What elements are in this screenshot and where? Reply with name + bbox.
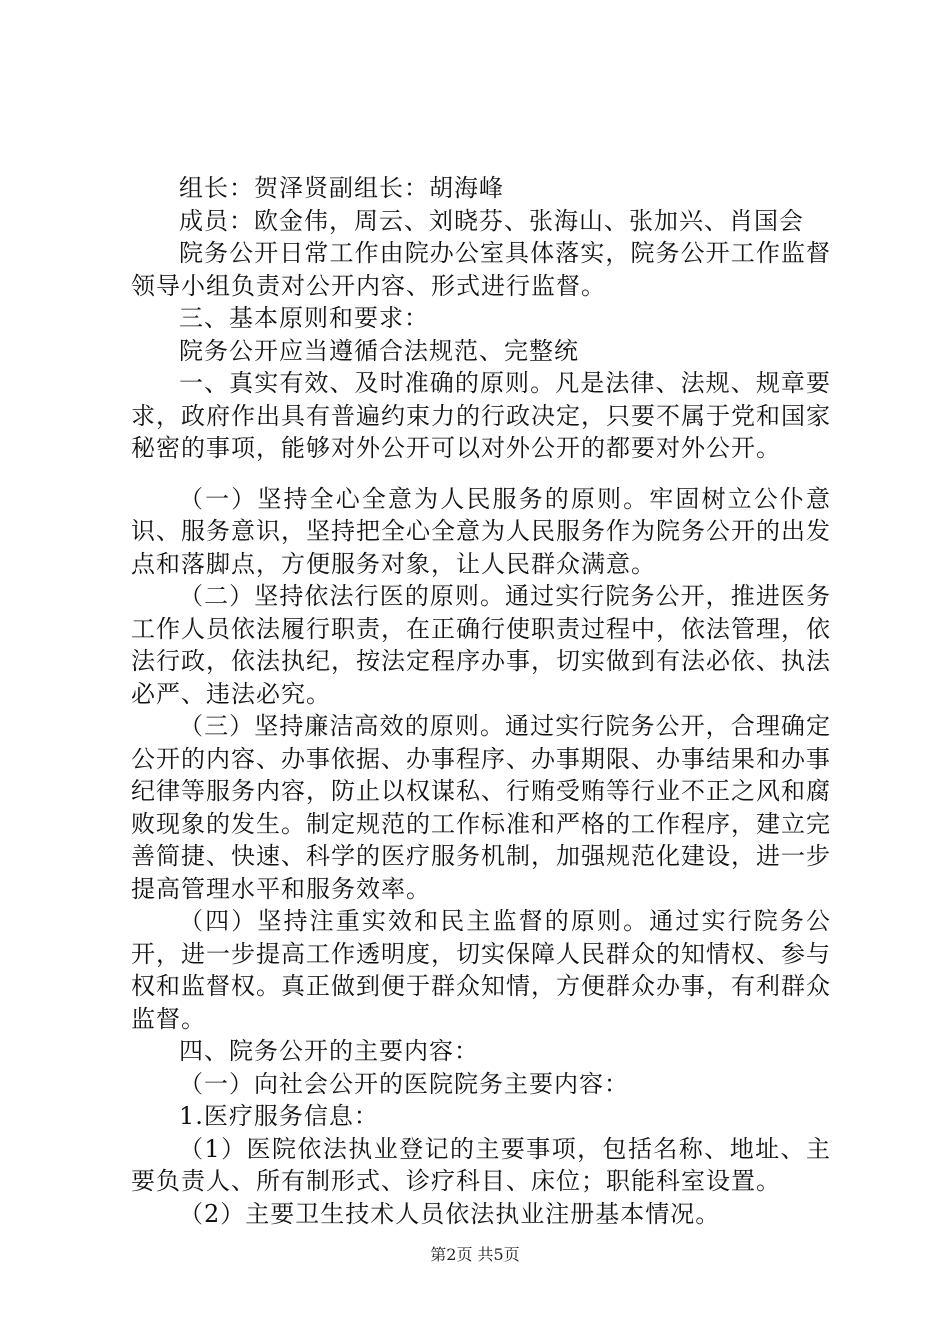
paragraph-principle-1: （一）坚持全心全意为人民服务的原则。牢固树立公仆意识、服务意识，坚持把全心全意为人民服务作为院务公开的出发点和落脚点，方便服务对象，让人民群众满意。 [131,484,831,578]
paragraph-principle-4: （四）坚持注重实效和民主监督的原则。通过实行院务公开，进一步提高工作透明度，切实保障人民群众的知情权、参与权和监督权。真正做到便于群众知情，方便群众办事，有利群众监督。 [131,907,831,1033]
paragraph-members: 成员：欧金伟，周云、刘晓芬、张海山、张加兴、肖国会 [179,206,804,235]
list-item-registration: （1）医院依法执业登记的主要事项，包括名称、地址、主要负责人、所有制形式、诊疗科目、床位；职能科室设置。 [131,1134,831,1195]
page-number-footer: 第2页 共5页 [430,1245,520,1264]
section-heading-main-content: 四、院务公开的主要内容： [179,1037,479,1065]
paragraph-principle-truthful: 一、真实有效、及时准确的原则。凡是法律、法规、规章要求，政府作出具有普遍约束力的行政决定，只要不属于党和国家秘密的事项，能够对外公开可以对外公开的都要对外公开。 [131,369,831,462]
paragraph-principle-3: （三）坚持廉洁高效的原则。通过实行院务公开，合理确定公开的内容、办事依据、办事程序、办事期限、办事结果和办事纪律等服务内容，防止以权谋私、行贿受贿等行业不正之风和腐败现象的发生。制定规范的工作标准和严格的工作程序，建立完善简捷、快速、科学的医疗服务机制，加强规范化建设，进一步提高管理水平和服务效率。 [131,712,831,903]
subsection-heading-public-content: （一）向社会公开的医院院务主要内容： [179,1069,629,1098]
list-item-staff-registration: （2）主要卫生技术人员依法执业注册基本情况。 [179,1199,721,1228]
paragraph-principles-intro: 院务公开应当遵循合法规范、完整统 [179,336,579,365]
paragraph-leaders: 组长：贺泽贤副组长：胡海峰 [179,174,504,202]
section-heading-principles: 三、基本原则和要求： [179,304,429,332]
list-heading-medical-info: 1.医疗服务信息： [179,1102,379,1130]
paragraph-daily-work: 院务公开日常工作由院办公室具体落实，院务公开工作监督领导小组负责对公开内容、形式进行监督。 [131,239,831,300]
document-body [131,172,831,1230]
paragraph-principle-2: （二）坚持依法行医的原则。通过实行院务公开，推进医务工作人员依法履行职责，在正确行使职责过程中，依法管理，依法行政，依法执纪，按法定程序办事，切实做到有法必依、执法必严、违法必究。 [131,582,831,708]
